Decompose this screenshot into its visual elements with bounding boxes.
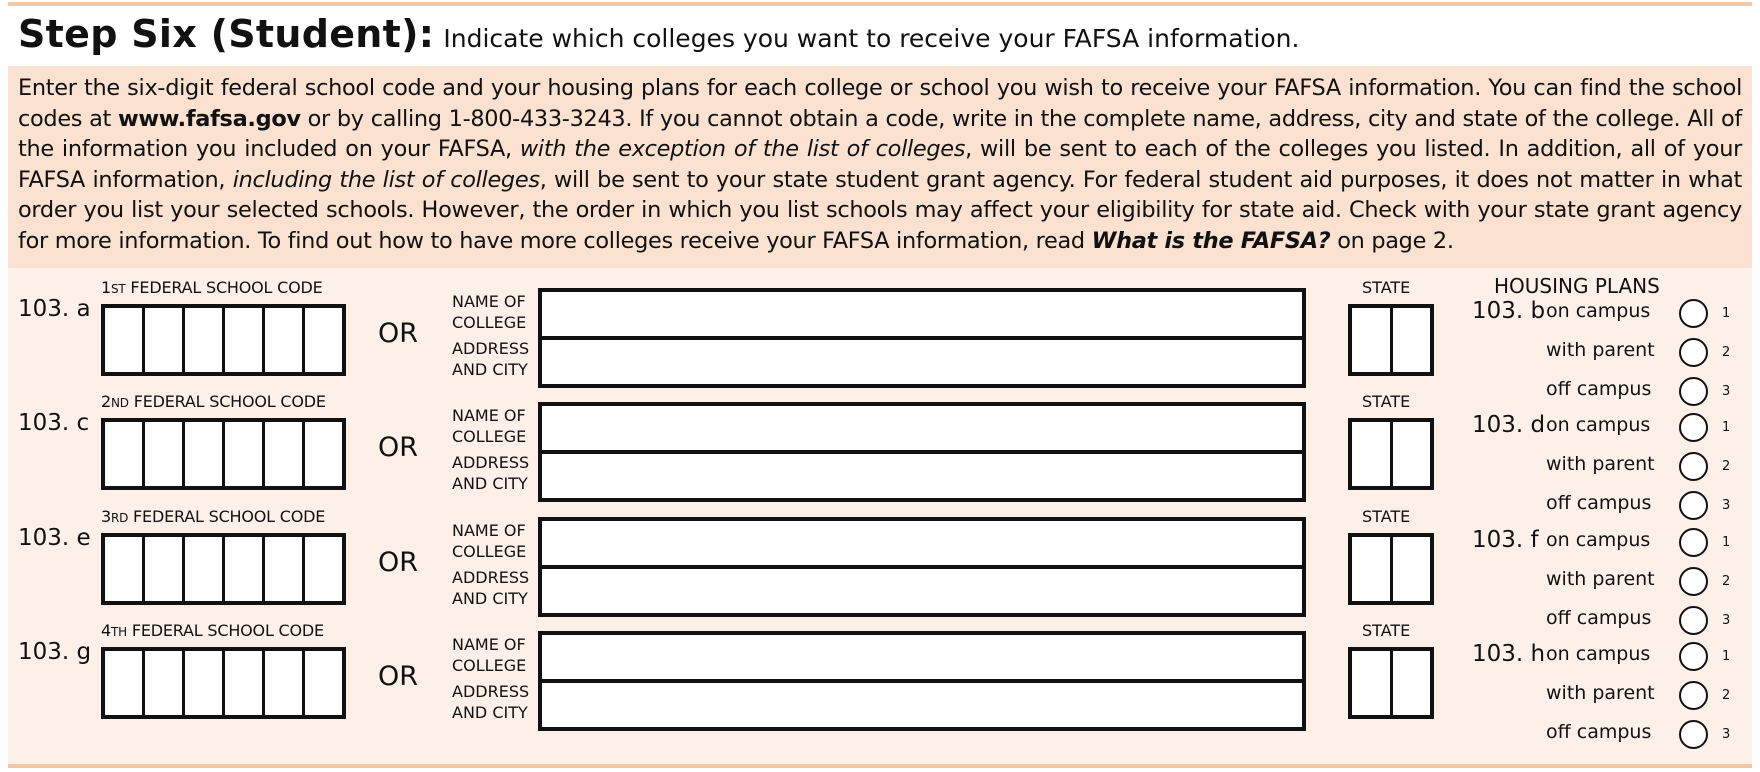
ordinal-suffix: RD — [110, 511, 129, 525]
bottom-divider — [8, 764, 1752, 768]
housing-option-radio[interactable] — [1679, 606, 1708, 635]
ordinal-number: 4 — [101, 621, 111, 640]
school-code-label — [101, 507, 325, 526]
label-line: NAME OF — [452, 635, 526, 654]
label-line: AND CITY — [452, 589, 528, 608]
code-digit-box[interactable] — [145, 651, 185, 715]
or-label: OR — [378, 318, 419, 349]
housing-option-value: 3 — [1722, 498, 1731, 513]
instructions-text-2: or by calling 1-800-433-3243. If you cannot obtain a code, write in the complete name, address, city and state of the college. All of the information you included on your FAFSA, — [18, 105, 1742, 162]
federal-school-code-input[interactable] — [101, 304, 346, 376]
code-question-number: 103. c — [18, 410, 90, 436]
instructions-text-5: on page 2. — [1330, 227, 1454, 254]
ordinal-suffix: ND — [110, 396, 129, 410]
address-and-city-label — [452, 567, 529, 609]
housing-option-radio[interactable] — [1679, 338, 1708, 367]
ordinal-suffix: TH — [110, 625, 127, 639]
label-line: AND CITY — [452, 360, 528, 379]
name-of-college-label — [452, 634, 526, 676]
state-letter-box[interactable] — [1352, 651, 1393, 715]
housing-option-radio[interactable] — [1679, 681, 1708, 710]
label-line: COLLEGE — [452, 656, 527, 675]
housing-option-value: 1 — [1722, 306, 1731, 321]
school-code-label — [101, 278, 323, 297]
name-of-college-label — [452, 291, 526, 333]
state-input[interactable] — [1348, 533, 1434, 605]
housing-option-value: 3 — [1722, 613, 1731, 628]
housing-option-value: 1 — [1722, 535, 1731, 550]
label-line: NAME OF — [452, 521, 526, 540]
code-digit-box[interactable] — [265, 308, 305, 372]
top-divider — [8, 2, 1752, 6]
college-address-input[interactable] — [538, 565, 1306, 617]
code-label-text: FEDERAL SCHOOL CODE — [128, 392, 326, 411]
code-digit-box[interactable] — [265, 422, 305, 486]
housing-option-value: 3 — [1722, 384, 1731, 399]
federal-school-code-input[interactable] — [101, 418, 346, 490]
code-digit-box[interactable] — [225, 651, 265, 715]
code-digit-box[interactable] — [105, 651, 145, 715]
step-subtitle: Indicate which colleges you want to receive your FAFSA information. — [443, 24, 1300, 53]
code-question-number: 103. a — [18, 296, 91, 322]
housing-option-label: on campus — [1546, 643, 1651, 665]
state-letter-box[interactable] — [1393, 422, 1431, 486]
code-digit-box[interactable] — [305, 308, 342, 372]
instructions-emphasis-1: with the exception of the list of colleges — [519, 136, 966, 162]
label-line: AND CITY — [452, 474, 528, 493]
housing-option-radio[interactable] — [1679, 452, 1708, 481]
code-label-text: FEDERAL SCHOOL CODE — [126, 621, 324, 640]
state-letter-box[interactable] — [1352, 537, 1393, 601]
housing-option-radio[interactable] — [1679, 720, 1708, 749]
housing-option-value: 1 — [1722, 649, 1731, 664]
housing-option-value: 2 — [1722, 345, 1731, 360]
housing-plans-title: HOUSING PLANS — [1494, 274, 1660, 298]
college-address-input[interactable] — [538, 450, 1306, 502]
state-input[interactable] — [1348, 647, 1434, 719]
code-label-text: FEDERAL SCHOOL CODE — [125, 278, 323, 297]
code-digit-box[interactable] — [145, 537, 185, 601]
housing-option-radio[interactable] — [1679, 491, 1708, 520]
code-digit-box[interactable] — [265, 537, 305, 601]
housing-option-radio[interactable] — [1679, 413, 1708, 442]
housing-question-number: 103. b — [1472, 298, 1546, 324]
housing-question-number: 103. h — [1472, 641, 1546, 667]
code-question-number: 103. g — [18, 639, 92, 665]
code-digit-box[interactable] — [105, 308, 145, 372]
housing-option-value: 2 — [1722, 574, 1731, 589]
label-line: ADDRESS — [452, 339, 530, 358]
college-name-input[interactable] — [538, 631, 1306, 683]
instructions-emphasis-2: including the list of colleges — [232, 166, 540, 193]
school-code-label — [101, 621, 324, 640]
address-and-city-label — [452, 681, 529, 723]
code-digit-box[interactable] — [185, 651, 225, 715]
fafsa-website-link[interactable]: www.fafsa.gov — [117, 105, 301, 132]
instructions-panel — [8, 66, 1752, 268]
housing-option-label: with parent — [1546, 453, 1655, 475]
college-address-input[interactable] — [538, 679, 1306, 731]
school-code-label — [101, 392, 326, 411]
label-line: NAME OF — [452, 292, 526, 311]
ordinal-number: 1 — [101, 278, 111, 297]
state-letter-box[interactable] — [1393, 308, 1431, 372]
college-name-input[interactable] — [538, 517, 1306, 569]
address-and-city-label — [452, 338, 529, 380]
code-digit-box[interactable] — [225, 422, 265, 486]
or-label: OR — [378, 432, 419, 463]
housing-question-number: 103. f — [1472, 527, 1539, 553]
state-letter-box[interactable] — [1393, 651, 1431, 715]
housing-option-value: 1 — [1722, 420, 1731, 435]
housing-option-radio[interactable] — [1679, 567, 1708, 596]
code-digit-box[interactable] — [145, 308, 185, 372]
code-label-text: FEDERAL SCHOOL CODE — [128, 507, 326, 526]
housing-question-number: 103. d — [1472, 412, 1546, 438]
ordinal-suffix: ST — [110, 282, 126, 296]
housing-option-label: on campus — [1546, 300, 1651, 322]
housing-option-label: with parent — [1546, 568, 1655, 590]
code-digit-box[interactable] — [105, 422, 145, 486]
code-digit-box[interactable] — [185, 308, 225, 372]
housing-option-label: on campus — [1546, 529, 1651, 551]
state-letter-box[interactable] — [1352, 422, 1393, 486]
code-digit-box[interactable] — [225, 537, 265, 601]
code-digit-box[interactable] — [105, 537, 145, 601]
code-digit-box[interactable] — [265, 651, 305, 715]
address-and-city-label — [452, 452, 529, 494]
housing-option-label: with parent — [1546, 339, 1655, 361]
label-line: COLLEGE — [452, 427, 527, 446]
state-label: STATE — [1362, 278, 1411, 297]
label-line: ADDRESS — [452, 453, 530, 472]
housing-option-label: on campus — [1546, 414, 1651, 436]
page-title — [18, 12, 1299, 62]
label-line: COLLEGE — [452, 313, 527, 332]
federal-school-code-input[interactable] — [101, 647, 346, 719]
or-label: OR — [378, 547, 419, 578]
label-line: ADDRESS — [452, 568, 530, 587]
instructions-text-3: , will be sent to each of the colleges you listed. In addition, all of your FAFSA information, — [18, 136, 1743, 193]
housing-option-label: off campus — [1546, 378, 1652, 400]
instructions-reference: What is the FAFSA? — [1091, 227, 1331, 254]
state-label: STATE — [1362, 392, 1411, 411]
housing-option-label: off campus — [1546, 492, 1652, 514]
code-digit-box[interactable] — [225, 308, 265, 372]
code-question-number: 103. e — [18, 525, 91, 551]
state-input[interactable] — [1348, 304, 1434, 376]
college-name-input[interactable] — [538, 288, 1306, 340]
instructions-text-4: , will be sent to your state student grant agency. For federal student aid purposes, it does not matter in what order you list your selected schools. However, the order in which you list schools may affect your eligibility for state aid. Check with your state grant agency for more information. To find out how to have more colleges receive your FAFSA information, read — [18, 166, 1742, 254]
state-input[interactable] — [1348, 418, 1434, 490]
code-digit-box[interactable] — [305, 651, 342, 715]
state-letter-box[interactable] — [1352, 308, 1393, 372]
instructions-text-1: Enter the six-digit federal school code and your housing plans for each college or school you wish to receive your FAFSA information. You can find the school codes at — [18, 75, 1742, 132]
name-of-college-label — [452, 405, 526, 447]
code-digit-box[interactable] — [305, 537, 342, 601]
housing-option-label: off campus — [1546, 721, 1652, 743]
label-line: NAME OF — [452, 406, 526, 425]
federal-school-code-input[interactable] — [101, 533, 346, 605]
or-label: OR — [378, 661, 419, 692]
housing-option-value: 3 — [1722, 727, 1731, 742]
code-digit-box[interactable] — [185, 422, 225, 486]
label-line: COLLEGE — [452, 542, 527, 561]
housing-option-radio[interactable] — [1679, 377, 1708, 406]
label-line: ADDRESS — [452, 682, 530, 701]
step-title: Step Six (Student): — [18, 12, 435, 56]
housing-option-radio[interactable] — [1679, 642, 1708, 671]
code-digit-box[interactable] — [185, 537, 225, 601]
state-letter-box[interactable] — [1393, 537, 1431, 601]
housing-option-value: 2 — [1722, 459, 1731, 474]
housing-option-label: with parent — [1546, 682, 1655, 704]
code-digit-box[interactable] — [305, 422, 342, 486]
housing-option-radio[interactable] — [1679, 299, 1708, 328]
ordinal-number: 2 — [101, 392, 111, 411]
label-line: AND CITY — [452, 703, 528, 722]
college-name-input[interactable] — [538, 402, 1306, 454]
college-address-input[interactable] — [538, 336, 1306, 388]
housing-option-value: 2 — [1722, 688, 1731, 703]
housing-option-radio[interactable] — [1679, 528, 1708, 557]
state-label: STATE — [1362, 621, 1411, 640]
code-digit-box[interactable] — [145, 422, 185, 486]
ordinal-number: 3 — [101, 507, 111, 526]
housing-option-label: off campus — [1546, 607, 1652, 629]
state-label: STATE — [1362, 507, 1411, 526]
name-of-college-label — [452, 520, 526, 562]
